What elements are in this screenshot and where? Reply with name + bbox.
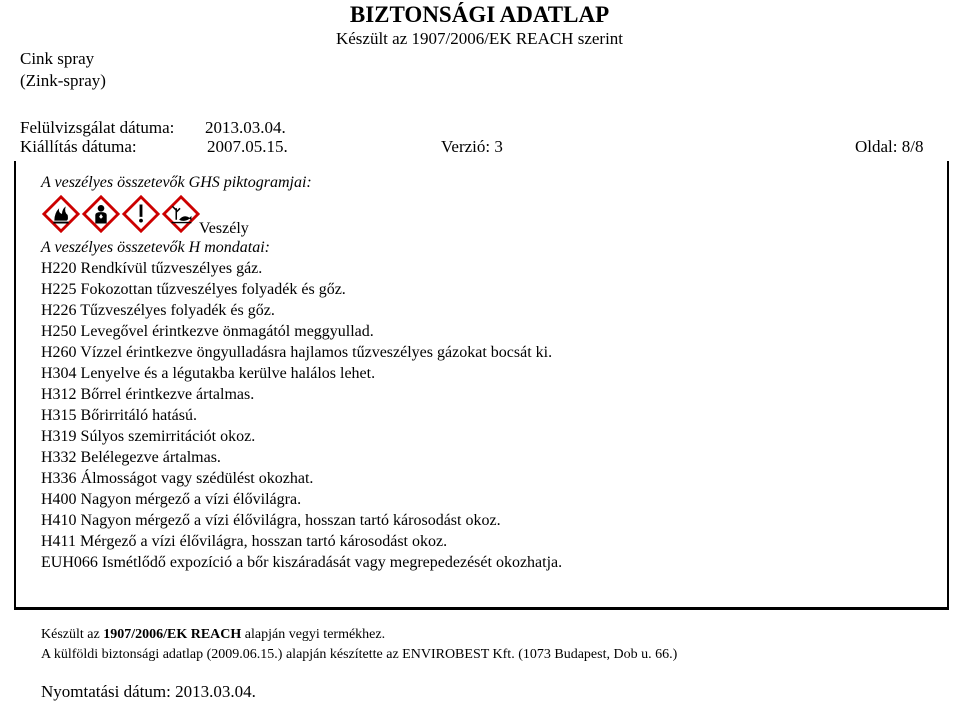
h-statement: H315 Bőrirritáló hatású. [41,407,197,424]
health-hazard-icon [82,195,120,233]
footer-reach-regulation: 1907/2006/EK REACH [103,627,242,642]
h-statement: H220 Rendkívül tűzveszélyes gáz. [41,260,263,277]
h-statement: H400 Nagyon mérgező a vízi élővilágra. [41,491,302,508]
h-statement: H332 Belélegezve ártalmas. [41,449,221,466]
revision-date-label: Felülvizsgálat dátuma: [20,118,175,137]
pictogram-title: A veszélyes összetevők GHS piktogramjai: [41,174,312,191]
exclamation-icon [122,195,160,233]
h-statement: H336 Álmosságot vagy szédülést okozhat. [41,470,314,487]
version-label: Verzió: 3 [441,137,503,156]
print-date: Nyomtatási dátum: 2013.03.04. [41,682,256,701]
environment-icon [162,195,200,233]
h-statement: H304 Lenyelve és a légutakba kerülve halálos lehet. [41,365,376,382]
page-number: Oldal: 8/8 [855,137,924,156]
h-statement: H410 Nagyon mérgező a vízi élővilágra, hosszan tartó károsodást okoz. [41,512,501,529]
h-statement: H411 Mérgező a vízi élővilágra, hosszan tartó károsodást okoz. [41,533,448,550]
h-statement: H260 Vízzel érintkezve öngyulladásra hajlamos tűzveszélyes gázokat bocsát ki. [41,344,553,361]
flame-icon [42,195,80,233]
h-statement: H319 Súlyos szemirritációt okoz. [41,428,256,445]
h-statement: H250 Levegővel érintkezve önmagától meggyullad. [41,323,374,340]
signal-word: Veszély [199,220,249,237]
footer-reach-prefix: Készült az [41,627,104,642]
h-statement: H226 Tűzveszélyes folyadék és gőz. [41,302,275,319]
h-statement: H225 Fokozottan tűzveszélyes folyadék és gőz. [41,281,346,298]
document-subtitle: Készült az 1907/2006/EK REACH szerint [335,29,624,48]
footer-reach-note [41,627,385,643]
revision-date: 2013.03.04. [205,118,286,137]
h-statements-title: A veszélyes összetevők H mondatai: [41,239,270,256]
product-alternate-name: (Zink-spray) [20,71,106,90]
footer-source-note: A külföldi biztonsági adatlap (2009.06.15.) alapján készítette az ENVIROBEST Kft. (1073 Budapest, Dob u. 66.) [41,647,678,662]
product-name: Cink spray [20,49,95,68]
document-title: BIZTONSÁGI ADATLAP [349,2,610,27]
footer-reach-suffix: alapján vegyi termékhez. [241,627,386,642]
issue-date-label: Kiállítás dátuma: [20,137,137,156]
issue-date: 2007.05.15. [207,137,288,156]
h-statement: EUH066 Ismétlődő expozíció a bőr kiszáradását vagy megrepedezését okozhatja. [41,554,563,571]
h-statement: H312 Bőrrel érintkezve ártalmas. [41,386,255,403]
